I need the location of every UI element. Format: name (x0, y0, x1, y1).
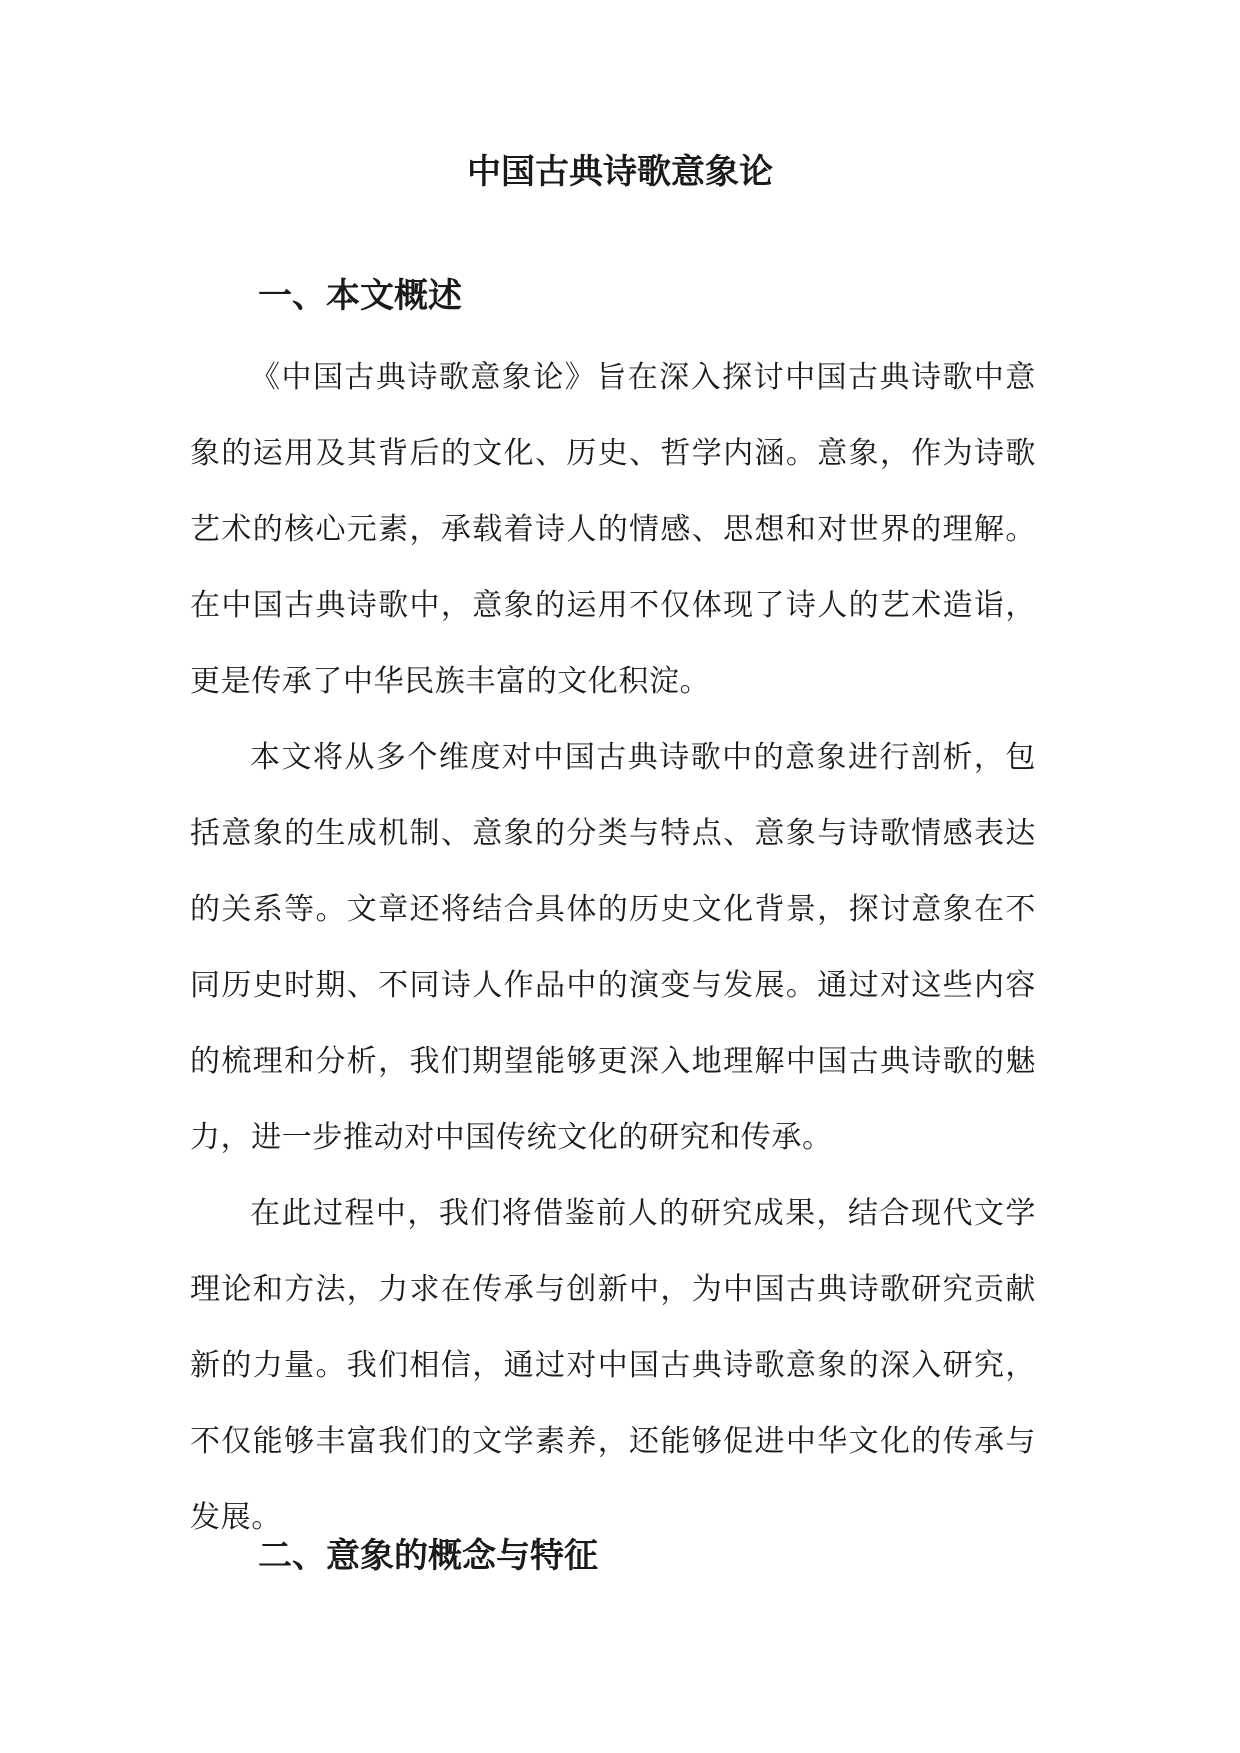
paragraph: 《中国古典诗歌意象论》旨在深入探讨中国古典诗歌中意象的运用及其背后的文化、历史、哲学内涵。意象，作为诗歌艺术的核心元素，承载着诗人的情感、思想和对世界的理解。在中国古典诗歌中，意象的运用不仅体现了诗人的艺术造诣，更是传承了中华民族丰富的文化积淀。 (190, 360, 1036, 699)
section-heading-concept: 二、意象的概念与特征 (258, 1536, 598, 1576)
document-title: 中国古典诗歌意象论 (467, 152, 773, 192)
section-heading-overview: 一、本文概述 (258, 276, 462, 316)
paragraph: 在此过程中，我们将借鉴前人的研究成果，结合现代文学理论和方法，力求在传承与创新中，为中国古典诗歌研究贡献新的力量。我们相信，通过对中国古典诗歌意象的深入研究，不仅能够丰富我们的文学素养，还能够促进中华文化的传承与发展。 (190, 1196, 1036, 1535)
paragraph: 本文将从多个维度对中国古典诗歌中的意象进行剖析，包括意象的生成机制、意象的分类与特点、意象与诗歌情感表达的关系等。文章还将结合具体的历史文化背景，探讨意象在不同历史时期、不同诗人作品中的演变与发展。通过对这些内容的梳理和分析，我们期望能够更深入地理解中国古典诗歌的魅力，进一步推动对中国传统文化的研究和传承。 (190, 740, 1036, 1155)
